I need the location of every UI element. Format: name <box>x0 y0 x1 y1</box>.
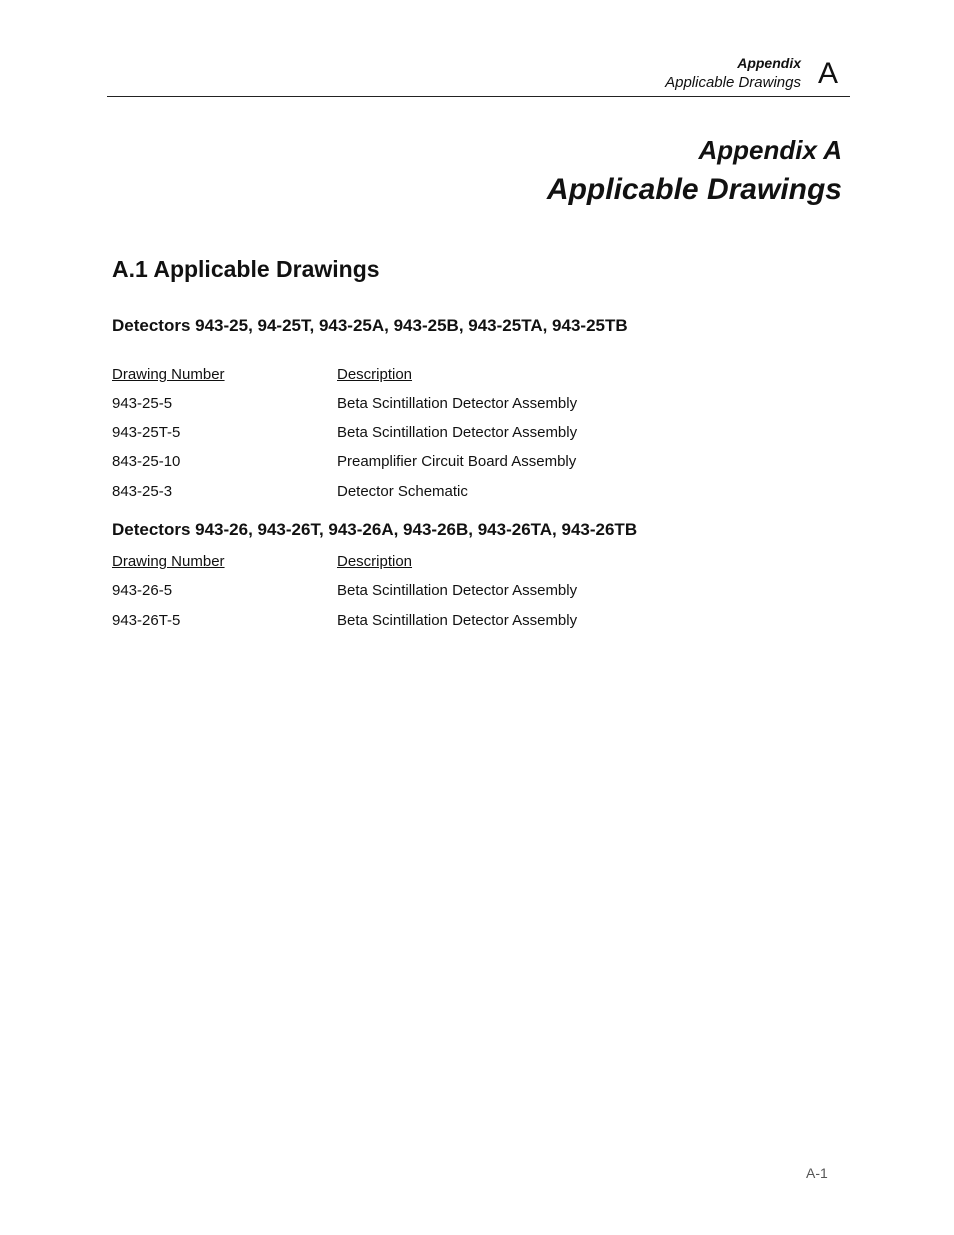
description-cell: Beta Scintillation Detector Assembly <box>337 424 578 441</box>
group-heading: Detectors 943-25, 94-25T, 943-25A, 943-25B, 943-25TA, 943-25TB <box>112 316 628 335</box>
running-header-title: Appendix <box>737 55 801 71</box>
table-row <box>112 422 712 444</box>
column-header-description: Description <box>337 366 413 383</box>
drawing-number-cell: 943-26T-5 <box>112 612 181 629</box>
chapter-title-line-1: Appendix A <box>698 135 842 165</box>
running-header-subtitle: Applicable Drawings <box>665 74 801 91</box>
section-heading: A.1 Applicable Drawings <box>112 256 380 282</box>
group-heading: Detectors 943-26, 943-26T, 943-26A, 943-26B, 943-26TA, 943-26TB <box>112 520 638 539</box>
table-row <box>112 580 712 602</box>
table-row <box>112 610 712 632</box>
table-row <box>112 481 712 503</box>
column-header-description: Description <box>337 553 413 570</box>
page-number: A-1 <box>806 1165 828 1181</box>
drawing-number-cell: 943-25T-5 <box>112 424 181 441</box>
drawing-number-cell: 943-25-5 <box>112 395 173 412</box>
drawing-number-cell: 943-26-5 <box>112 582 173 599</box>
chapter-title-line-2: Applicable Drawings <box>546 173 842 206</box>
description-cell: Beta Scintillation Detector Assembly <box>337 612 578 629</box>
table-header-row <box>112 364 712 386</box>
description-cell: Beta Scintillation Detector Assembly <box>337 395 578 412</box>
drawing-number-cell: 843-25-10 <box>112 453 181 470</box>
table-header-row <box>112 551 712 573</box>
column-header-drawing-number: Drawing Number <box>112 366 225 383</box>
table-row <box>112 393 712 415</box>
drawing-number-cell: 843-25-3 <box>112 483 173 500</box>
column-header-drawing-number: Drawing Number <box>112 553 225 570</box>
header-divider <box>107 96 850 97</box>
description-cell: Preamplifier Circuit Board Assembly <box>337 453 577 470</box>
description-cell: Beta Scintillation Detector Assembly <box>337 582 578 599</box>
running-header <box>665 54 801 92</box>
description-cell: Detector Schematic <box>337 483 468 500</box>
appendix-letter: A <box>818 57 839 90</box>
table-row <box>112 451 712 473</box>
